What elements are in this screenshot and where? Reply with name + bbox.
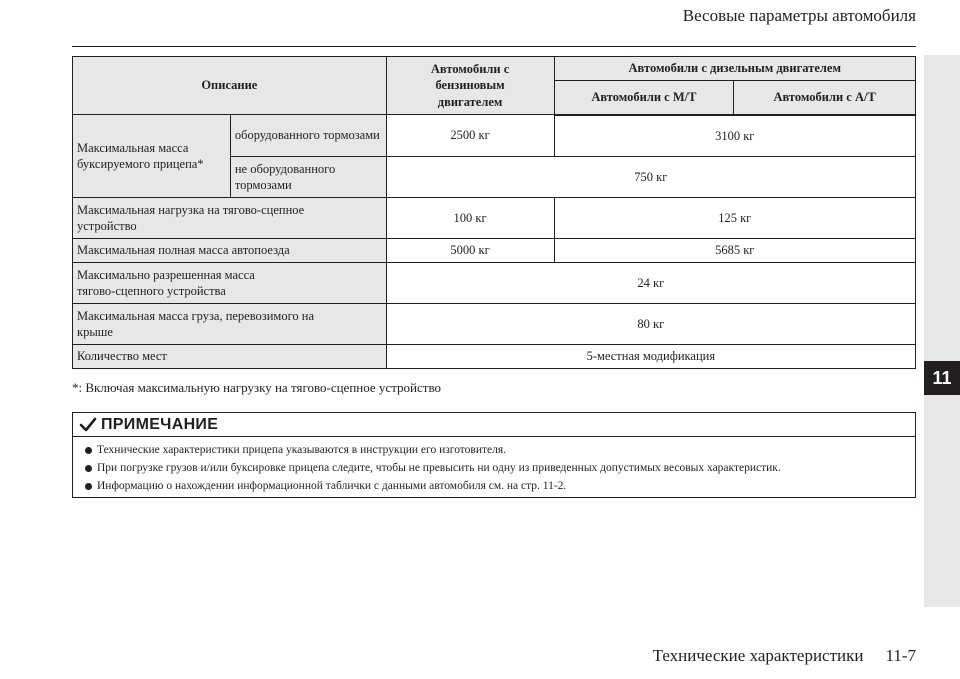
cell-braked-diesel: 3100 кг [554, 115, 915, 157]
col-header-at: Автомобили с A/T [734, 81, 916, 115]
row-braked: оборудованного тормозами [230, 115, 386, 157]
cell-unbraked-all: 750 кг [386, 157, 915, 198]
col-header-petrol: Автомобили с бензиновым двигателем [386, 57, 554, 115]
cell-hitch-mass-all: 24 кг [386, 263, 915, 304]
table-footnote: *: Включая максимальную нагрузку на тягово-сцепное устройство [72, 380, 441, 395]
row-unbraked: не оборудованного тормозами [230, 157, 386, 198]
row-hitch-mass: Максимально разрешенная масса тягово-сцепного устройства [73, 263, 387, 304]
row-seats: Количество мест [73, 345, 387, 369]
row-roof-load: Максимальная масса груза, перевозимого на крыше [73, 304, 387, 345]
cell-train-petrol: 5000 кг [386, 239, 554, 263]
chapter-side-tab [924, 55, 960, 607]
page-header-title: Весовые параметры автомобиля [682, 6, 916, 25]
note-title: ПРИМЕЧАНИЕ [101, 415, 219, 433]
bullet-icon [85, 465, 92, 472]
cell-roof-all: 80 кг [386, 304, 915, 345]
col-header-mt: Автомобили с M/T [554, 81, 734, 115]
note-item: При погрузке грузов и/или буксировке прицепа следите, чтобы не превысить ни одну из приведенных допустимых весовых характеристик. [85, 459, 915, 477]
cell-hitch-diesel: 125 кг [554, 198, 915, 239]
chapter-number-badge: 11 [924, 361, 960, 395]
cell-train-diesel: 5685 кг [554, 239, 915, 263]
bullet-icon [85, 447, 92, 454]
row-train-mass: Максимальная полная масса автопоезда [73, 239, 387, 263]
page-number: 11-7 [885, 646, 916, 665]
header-divider [72, 46, 916, 47]
cell-braked-petrol: 2500 кг [386, 115, 554, 157]
weight-spec-table [72, 56, 916, 369]
note-header [73, 413, 915, 437]
row-trailer-mass: Максимальная масса буксируемого прицепа* [73, 115, 231, 198]
cell-hitch-petrol: 100 кг [386, 198, 554, 239]
row-hitch-load: Максимальная нагрузка на тягово-сцепное устройство [73, 198, 387, 239]
note-list [73, 437, 915, 495]
note-item: Технические характеристики прицепа указываются в инструкции его изготовителя. [85, 441, 915, 459]
note-item: Информацию о нахождении информационной таблички с данными автомобиля см. на стр. 11-2. [85, 477, 915, 495]
page-footer [653, 646, 916, 666]
footer-section-title: Технические характеристики [652, 646, 864, 665]
col-header-description: Описание [73, 57, 387, 115]
checkmark-icon [79, 416, 97, 434]
col-header-diesel: Автомобили с дизельным двигателем [554, 57, 915, 81]
cell-seats-all: 5-местная модификация [386, 345, 915, 369]
note-box [72, 412, 916, 498]
bullet-icon [85, 483, 92, 490]
